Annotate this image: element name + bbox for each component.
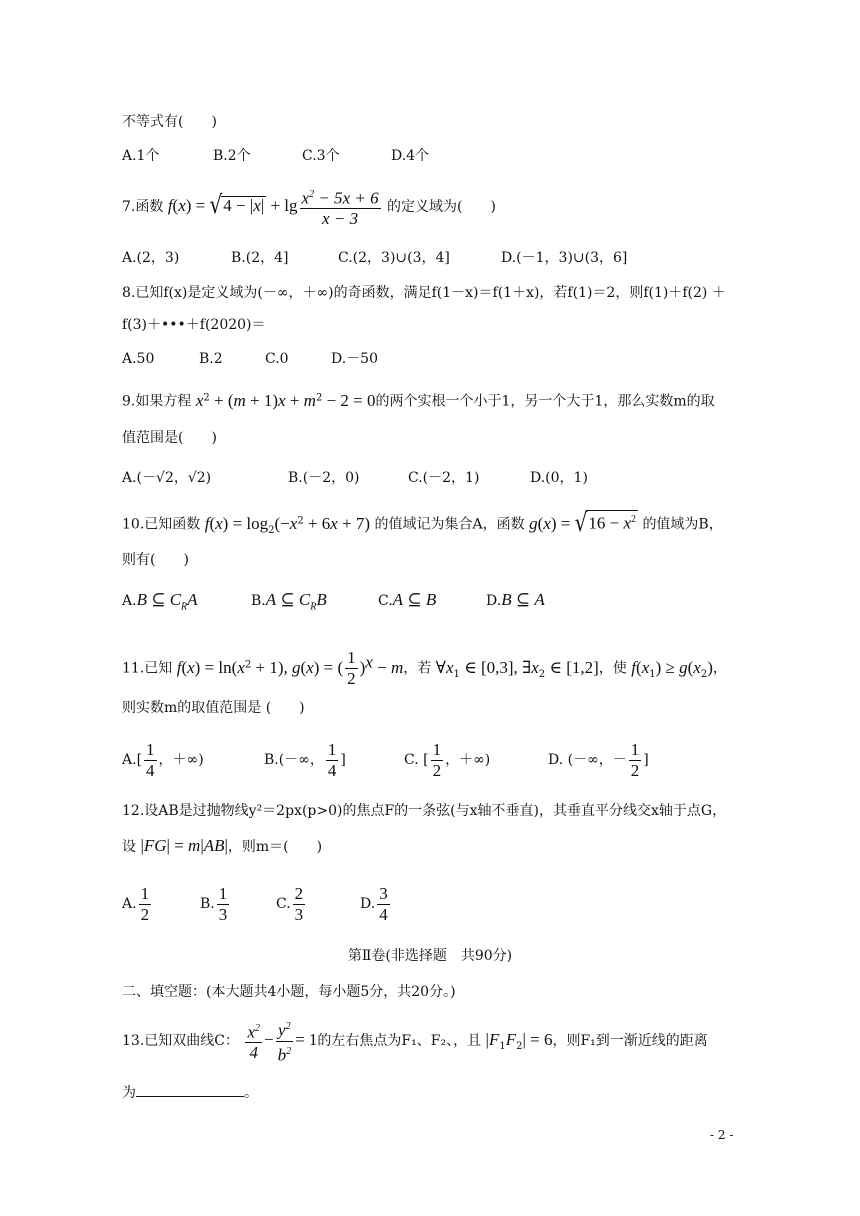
q10-prefix: 10.已知函数: [122, 516, 201, 533]
q6-option-b: B.2个: [213, 148, 251, 164]
q11-option-a: A.[ $\frac{1}{4}$ ，＋∞): [122, 739, 204, 780]
q12-line2: [122, 836, 322, 857]
q7-prefix: 7.函数: [122, 199, 164, 215]
q6-option-c: C.3个: [302, 148, 340, 164]
q10-option-a: A.B ⊆ $C_RA$: [122, 590, 198, 613]
q13-middle: 的左右焦点为F₁、F₂、，且: [317, 1033, 482, 1050]
q9-suffix: 的两个实根一个小于1，另一个大于1，那么实数m的取: [375, 393, 715, 410]
q7-formula: f(x) = √4 − |x| + lg $\frac{x^2 - 5x + 6}{x - 3}$: [168, 199, 383, 215]
q12-formula: |FG| = m|AB|: [140, 836, 228, 855]
q13-answer-blank[interactable]: [136, 1082, 244, 1097]
q10-suffix: 的值域为B，: [642, 516, 723, 533]
q12-option-b: B. $\frac{1}{3}$: [200, 883, 228, 924]
q13-focal-distance: $|F_1F_2| = 6$: [485, 1030, 553, 1052]
q10-middle: 的值域记为集合A，函数: [374, 516, 525, 533]
q10-option-d: D.B ⊆ A: [486, 590, 545, 609]
q12-option-a: A. $\frac{1}{2}$: [122, 883, 150, 924]
section-heading: 第Ⅱ卷(非选择题 共90分): [347, 948, 513, 964]
q8-option-a: A.50: [122, 351, 155, 367]
q11-prefix: 11.已知: [122, 660, 173, 677]
q9-formula: $x^2 + (m + 1)x + m^2 - 2 = 0$: [195, 390, 376, 410]
q7-suffix: 的定义域为( ): [387, 199, 496, 215]
q7-option-d: D.(－1，3)∪(3，6]: [501, 250, 628, 266]
q10-option-b: B.A ⊆ $C_RB$: [251, 590, 327, 613]
q8-option-b: B.2: [199, 351, 223, 367]
q9-option-c: C.(－2，1): [408, 470, 480, 486]
q10-formula-f: $f(x) = \log_2(-x^2 + 6x + 7)$: [204, 513, 371, 536]
q11-inequality: $f(x_1) \ge g(x_2)$: [631, 657, 713, 680]
q9-stem: [122, 388, 715, 412]
q6-tail: 不等式有( ): [122, 114, 217, 130]
fill-in-title: 二、填空题：(本大题共4小题，每小题5分，共20分。): [122, 984, 456, 1000]
q10-line2: 则有( ): [122, 552, 189, 568]
q9-option-d: D.(0，1): [530, 470, 588, 486]
q13-line2-end: 。: [244, 1085, 258, 1101]
q12-option-c: C. $\frac{2}{3}$: [276, 883, 304, 924]
q8-option-d: D.－50: [331, 351, 378, 367]
page-number: - 2 -: [710, 1128, 734, 1142]
q11-middle2: ，使: [598, 660, 627, 677]
q12-line1: 12.设AB是过抛物线y²＝2px(p>0)的焦点F的一条弦(与x轴不垂直)，其垂直平分线交x轴于点G，: [122, 803, 727, 819]
q6-option-d: D.4个: [391, 148, 430, 164]
q11-option-b: B.(－∞， $\frac{1}{4}$ ]: [264, 739, 346, 780]
q13-line2-text: 为: [122, 1085, 136, 1101]
q12-line2-prefix: 设: [122, 839, 136, 855]
q13-suffix: ，则F₁到一渐近线的距离: [552, 1033, 708, 1050]
q11-line2: 则实数m的取值范围是 ( ): [122, 700, 305, 716]
q9-prefix: 9.如果方程: [122, 393, 192, 410]
q10-formula-g: $g(x) = √16 - x^2$: [529, 506, 636, 537]
q9-line2: 值范围是( ): [122, 430, 217, 446]
q8-line2: f(3)＋•••＋f(2020)＝: [122, 317, 266, 333]
q12-option-d: D. $\frac{3}{4}$: [360, 883, 388, 924]
q12-line2-suffix: ，则m＝( ): [227, 839, 323, 855]
q10-stem: [122, 506, 723, 540]
q11-formula: $f(x) = \ln(x^2 + 1)$, g(x) = ( $\frac{1}{2}$ )$^x$ − m: [176, 648, 404, 689]
q11-suffix: ，: [712, 660, 727, 677]
q10-option-c: C.A ⊆ B: [378, 590, 437, 609]
q13-line2: [122, 1082, 258, 1103]
q11-option-d: D. (－∞，－ $\frac{1}{2}$ ]: [548, 739, 649, 780]
q13-formula: $\frac{x^2}{4}$ − $\frac{y^2}{b^2}$ = 1: [243, 1033, 317, 1049]
q7-option-b: B.(2，4]: [231, 250, 289, 266]
q11-option-c: C. [ $\frac{1}{2}$ ，＋∞): [404, 739, 491, 780]
q7-stem: [122, 182, 496, 229]
q13-prefix: 13.已知双曲线C：: [122, 1033, 239, 1050]
q6-option-a: A.1个: [122, 148, 160, 164]
q9-option-b: B.(－2，0): [288, 470, 360, 486]
q9-option-a: A.(－√2，√2): [122, 470, 212, 486]
q11-middle: ，若: [403, 660, 432, 677]
q11-stem: [122, 640, 727, 696]
q8-option-c: C.0: [265, 351, 289, 367]
q8-line1: 8.已知f(x)是定义域为(－∞，＋∞)的奇函数，满足f(1－x)＝f(1＋x)，若f(1)＝2，则f(1)＋f(2) ＋: [122, 285, 726, 301]
q13-stem: [122, 1018, 708, 1069]
q7-option-a: A.(2，3): [122, 250, 180, 266]
q11-quantifiers: $\forall x_1$ ∈ [0,3], $\exists x_2$ ∈ [1,2]: [435, 657, 599, 680]
q7-option-c: C.(2，3)∪(3，4]: [338, 250, 450, 266]
